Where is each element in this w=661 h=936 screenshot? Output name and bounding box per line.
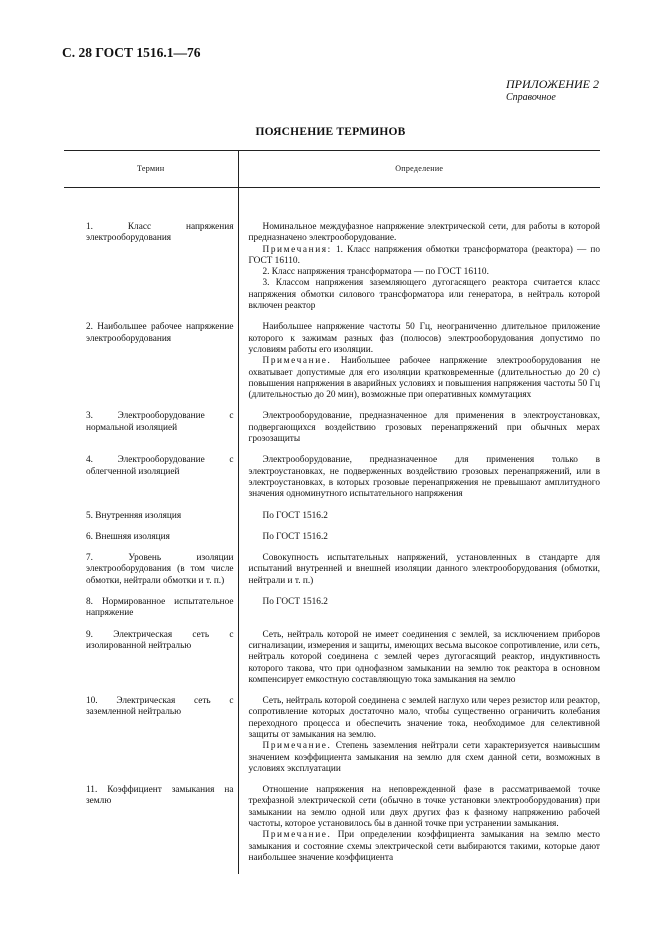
definition-paragraph [249, 785, 601, 830]
definition-text: Номинальное междуфазное напряжение электрической сети, для работы в которой предназначено электрооборудование. [248, 222, 600, 244]
table-row [64, 455, 600, 510]
definition-text: При определении коэффициента замыкания на землю место замыкания и состояние схемы электрической сети выбираются такими, которые дают наибольшее значение коэффициента [248, 830, 600, 863]
note-label: Примечание. [262, 741, 332, 752]
term-cell [64, 532, 238, 553]
header-definition: Определение [238, 151, 600, 188]
term-text: 11. Коэффициент замыкания на землю [86, 785, 234, 807]
table-row [64, 322, 600, 411]
terms-table [64, 150, 600, 874]
definition-paragraph [249, 278, 601, 312]
definition-cell [238, 455, 600, 510]
definition-text: Сеть, нейтраль которой соединена с землей наглухо или через резистор или реактор, сопротивление которых достаточно мало, чтобы существенно ограничить колебания переходного процесса и обеспечить значение тока, необходимое для селективной защиты от замыкания на землю. [248, 696, 600, 740]
table-row [64, 511, 600, 532]
note-label: Примечание. [262, 830, 332, 841]
definition-text: Отношение напряжения на неповрежденной фазе в рассматриваемой точке трехфазной электрической сети (обычно в точке установки электрооборудования) при замыкании на землю одной или двух других фаз к фазному напряжению рабочей частоты, которое установилось бы в данной точке при устранении замыкания. [248, 785, 600, 830]
table-row [64, 553, 600, 597]
table-row [64, 696, 600, 785]
term-text: 6. Внешняя изоляция [86, 531, 170, 542]
definition-paragraph [249, 741, 601, 775]
table-row [64, 630, 600, 696]
definition-cell [238, 785, 600, 874]
definition-paragraph [249, 455, 601, 500]
table-row [64, 532, 600, 553]
term-cell [64, 455, 238, 510]
definition-text: Степень заземления нейтрали сети характеризуется наивысшим значением коэффициента замыкания на землю для схем данной сети, возможных в условиях эксплуатации [248, 741, 600, 774]
definition-cell [238, 511, 600, 532]
definition-paragraph [249, 532, 601, 543]
table-row [64, 411, 600, 455]
definition-cell [238, 630, 600, 696]
definition-text: По ГОСТ 1516.2 [262, 597, 328, 608]
term-text: 4. Электрооборудование с облегченной изоляцией [86, 455, 234, 477]
term-cell [64, 597, 238, 630]
definition-cell [238, 188, 600, 323]
term-cell [64, 785, 238, 874]
term-cell [64, 511, 238, 532]
definition-text: 1. Класс напряжения обмотки трансформатора (реактора) — по ГОСТ 16110. [248, 244, 600, 266]
definition-text: Сеть, нейтраль которой не имеет соединения с землей, за исключением приборов сигнализации, измерения и защиты, имеющих весьма высокое сопротивление, или сеть, нейтраль которой соединена с землей через дугогасящий реактор, индуктивность которого такова, что при однофазном замыкании на землю ток реактора в основном компенсирует емкостную составляющую тока замыкания на землю [248, 629, 600, 685]
note-label: Примечание. [262, 356, 332, 367]
definition-paragraph [249, 356, 601, 401]
definition-cell [238, 553, 600, 597]
definition-cell [238, 696, 600, 785]
appendix-title: ПРИЛОЖЕНИЕ 2 [506, 77, 599, 91]
note-label: Примечания: [262, 244, 332, 255]
definition-paragraph [249, 511, 601, 522]
term-text: 3. Электрооборудование с нормальной изоляцией [86, 411, 234, 433]
definition-paragraph [249, 830, 601, 864]
definition-text: 3. Классом напряжения заземляющего дугогасящего реактора считается класс напряжения обмотки силового трансформатора или генератора, в нейтраль которой включен реактор [248, 278, 600, 312]
table-header-row [64, 151, 600, 188]
appendix-label [506, 78, 599, 104]
terms-body [64, 188, 600, 875]
term-text: 10. Электрическая сеть с заземленной нейтралью [86, 696, 234, 718]
definition-text: Наибольшее напряжение частоты 50 Гц, неограниченно длительное приложение которого к зажимам разных фаз (полюсов) электрооборудования допустимо по условиям работы его изоляции. [248, 322, 600, 355]
definition-paragraph [249, 322, 601, 356]
page-header: С. 28 ГОСТ 1516.1—76 [62, 45, 201, 60]
definition-paragraph [249, 222, 601, 245]
term-cell [64, 630, 238, 696]
definition-text: По ГОСТ 1516.2 [262, 531, 328, 542]
definition-paragraph [249, 553, 601, 587]
term-text: 2. Наибольшее рабочее напряжение электрооборудования [86, 322, 234, 344]
term-text: 9. Электрическая сеть с изолированной нейтралью [86, 629, 234, 651]
definition-text: Электрооборудование, предназначенное для применения в электроустановках, подвергающихся воздействию грозовых перенапряжений при обычных мерах грозозащиты [248, 411, 600, 445]
definition-text: По ГОСТ 1516.2 [262, 510, 328, 521]
term-cell [64, 411, 238, 455]
table-row [64, 785, 600, 874]
term-cell [64, 696, 238, 785]
term-cell [64, 322, 238, 411]
definition-cell [238, 597, 600, 630]
table-row [64, 597, 600, 630]
table-row [64, 188, 600, 323]
definition-cell [238, 322, 600, 411]
term-text: 1. Класс напряжения электрооборудования [86, 222, 234, 244]
definition-paragraph [249, 267, 601, 278]
term-text: 8. Нормированное испытательное напряжение [86, 597, 234, 619]
term-cell [64, 553, 238, 597]
definition-cell [238, 411, 600, 455]
definition-text: Электрооборудование, предназначенное для применения только в электроустановках, не подверженных воздействию грозовых перенапряжений, или в электроустановках, в которых грозовые перенапряжения не превышают амплитудного значения одноминутного испытательного напряжения [248, 455, 600, 500]
definition-paragraph [249, 597, 601, 608]
definition-cell [238, 532, 600, 553]
definition-text: Совокупность испытательных напряжений, установленных в стандарте для испытаний внутренней и внешней изоляции данного электрооборудования (обмотки, нейтрали и т. п.) [248, 553, 600, 586]
definition-paragraph [249, 411, 601, 445]
document-title: ПОЯСНЕНИЕ ТЕРМИНОВ [255, 126, 406, 138]
term-cell [64, 188, 238, 323]
term-text: 7. Уровень изоляции электрооборудования (в том числе обмотки, нейтрали обмотки и т. п.) [86, 553, 234, 586]
definition-paragraph [249, 696, 601, 741]
term-text: 5. Внутренняя изоляция [86, 510, 182, 521]
definition-paragraph [249, 630, 601, 686]
definition-text: 2. Класс напряжения трансформатора — по ГОСТ 16110. [262, 267, 489, 278]
header-term: Термин [64, 151, 238, 188]
definition-text: Наибольшее рабочее напряжение электрооборудования не охватывает допустимые для его изоляции кратковременные (длительностью до 20 с) повышения напряжения в аварийных условиях и повышения напряжения частоты 50 Гц (длительностью до 20 мин), возможные при оперативных коммутациях [248, 356, 600, 401]
appendix-subtitle: Справочное [506, 92, 556, 103]
definition-paragraph [249, 245, 601, 268]
